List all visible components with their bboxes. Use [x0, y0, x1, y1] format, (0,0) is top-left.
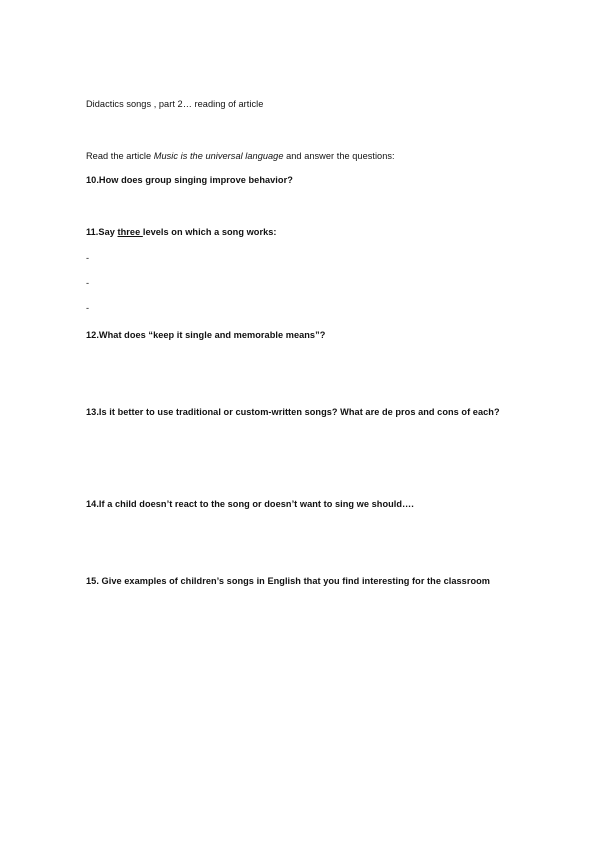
- question-15: 15. Give examples of children’s songs in English that you find interesting for the classroom: [86, 576, 490, 586]
- instructions-text-end: and answer the questions:: [283, 151, 395, 161]
- document-heading: Didactics songs , part 2… reading of article: [86, 99, 264, 109]
- question-13: 13.Is it better to use traditional or custom-written songs? What are de pros and cons of each?: [86, 407, 500, 417]
- question-11-text-start: 11.Say: [86, 227, 118, 237]
- question-10: 10.How does group singing improve behavior?: [86, 175, 293, 185]
- instructions: [86, 150, 395, 162]
- answer-bullet: -: [86, 303, 90, 313]
- question-12: 12.What does “keep it single and memorable means”?: [86, 330, 326, 340]
- question-11-underlined-word: three: [117, 227, 143, 237]
- instructions-text-start: Read the article: [86, 151, 154, 161]
- answer-bullet: -: [86, 253, 90, 263]
- article-title: Music is the universal language: [153, 151, 284, 161]
- question-11: [86, 226, 277, 238]
- answer-bullet: -: [86, 278, 90, 288]
- question-11-text-end: levels on which a song works:: [142, 227, 277, 237]
- question-14: 14.If a child doesn’t react to the song or doesn’t want to sing we should….: [86, 499, 414, 509]
